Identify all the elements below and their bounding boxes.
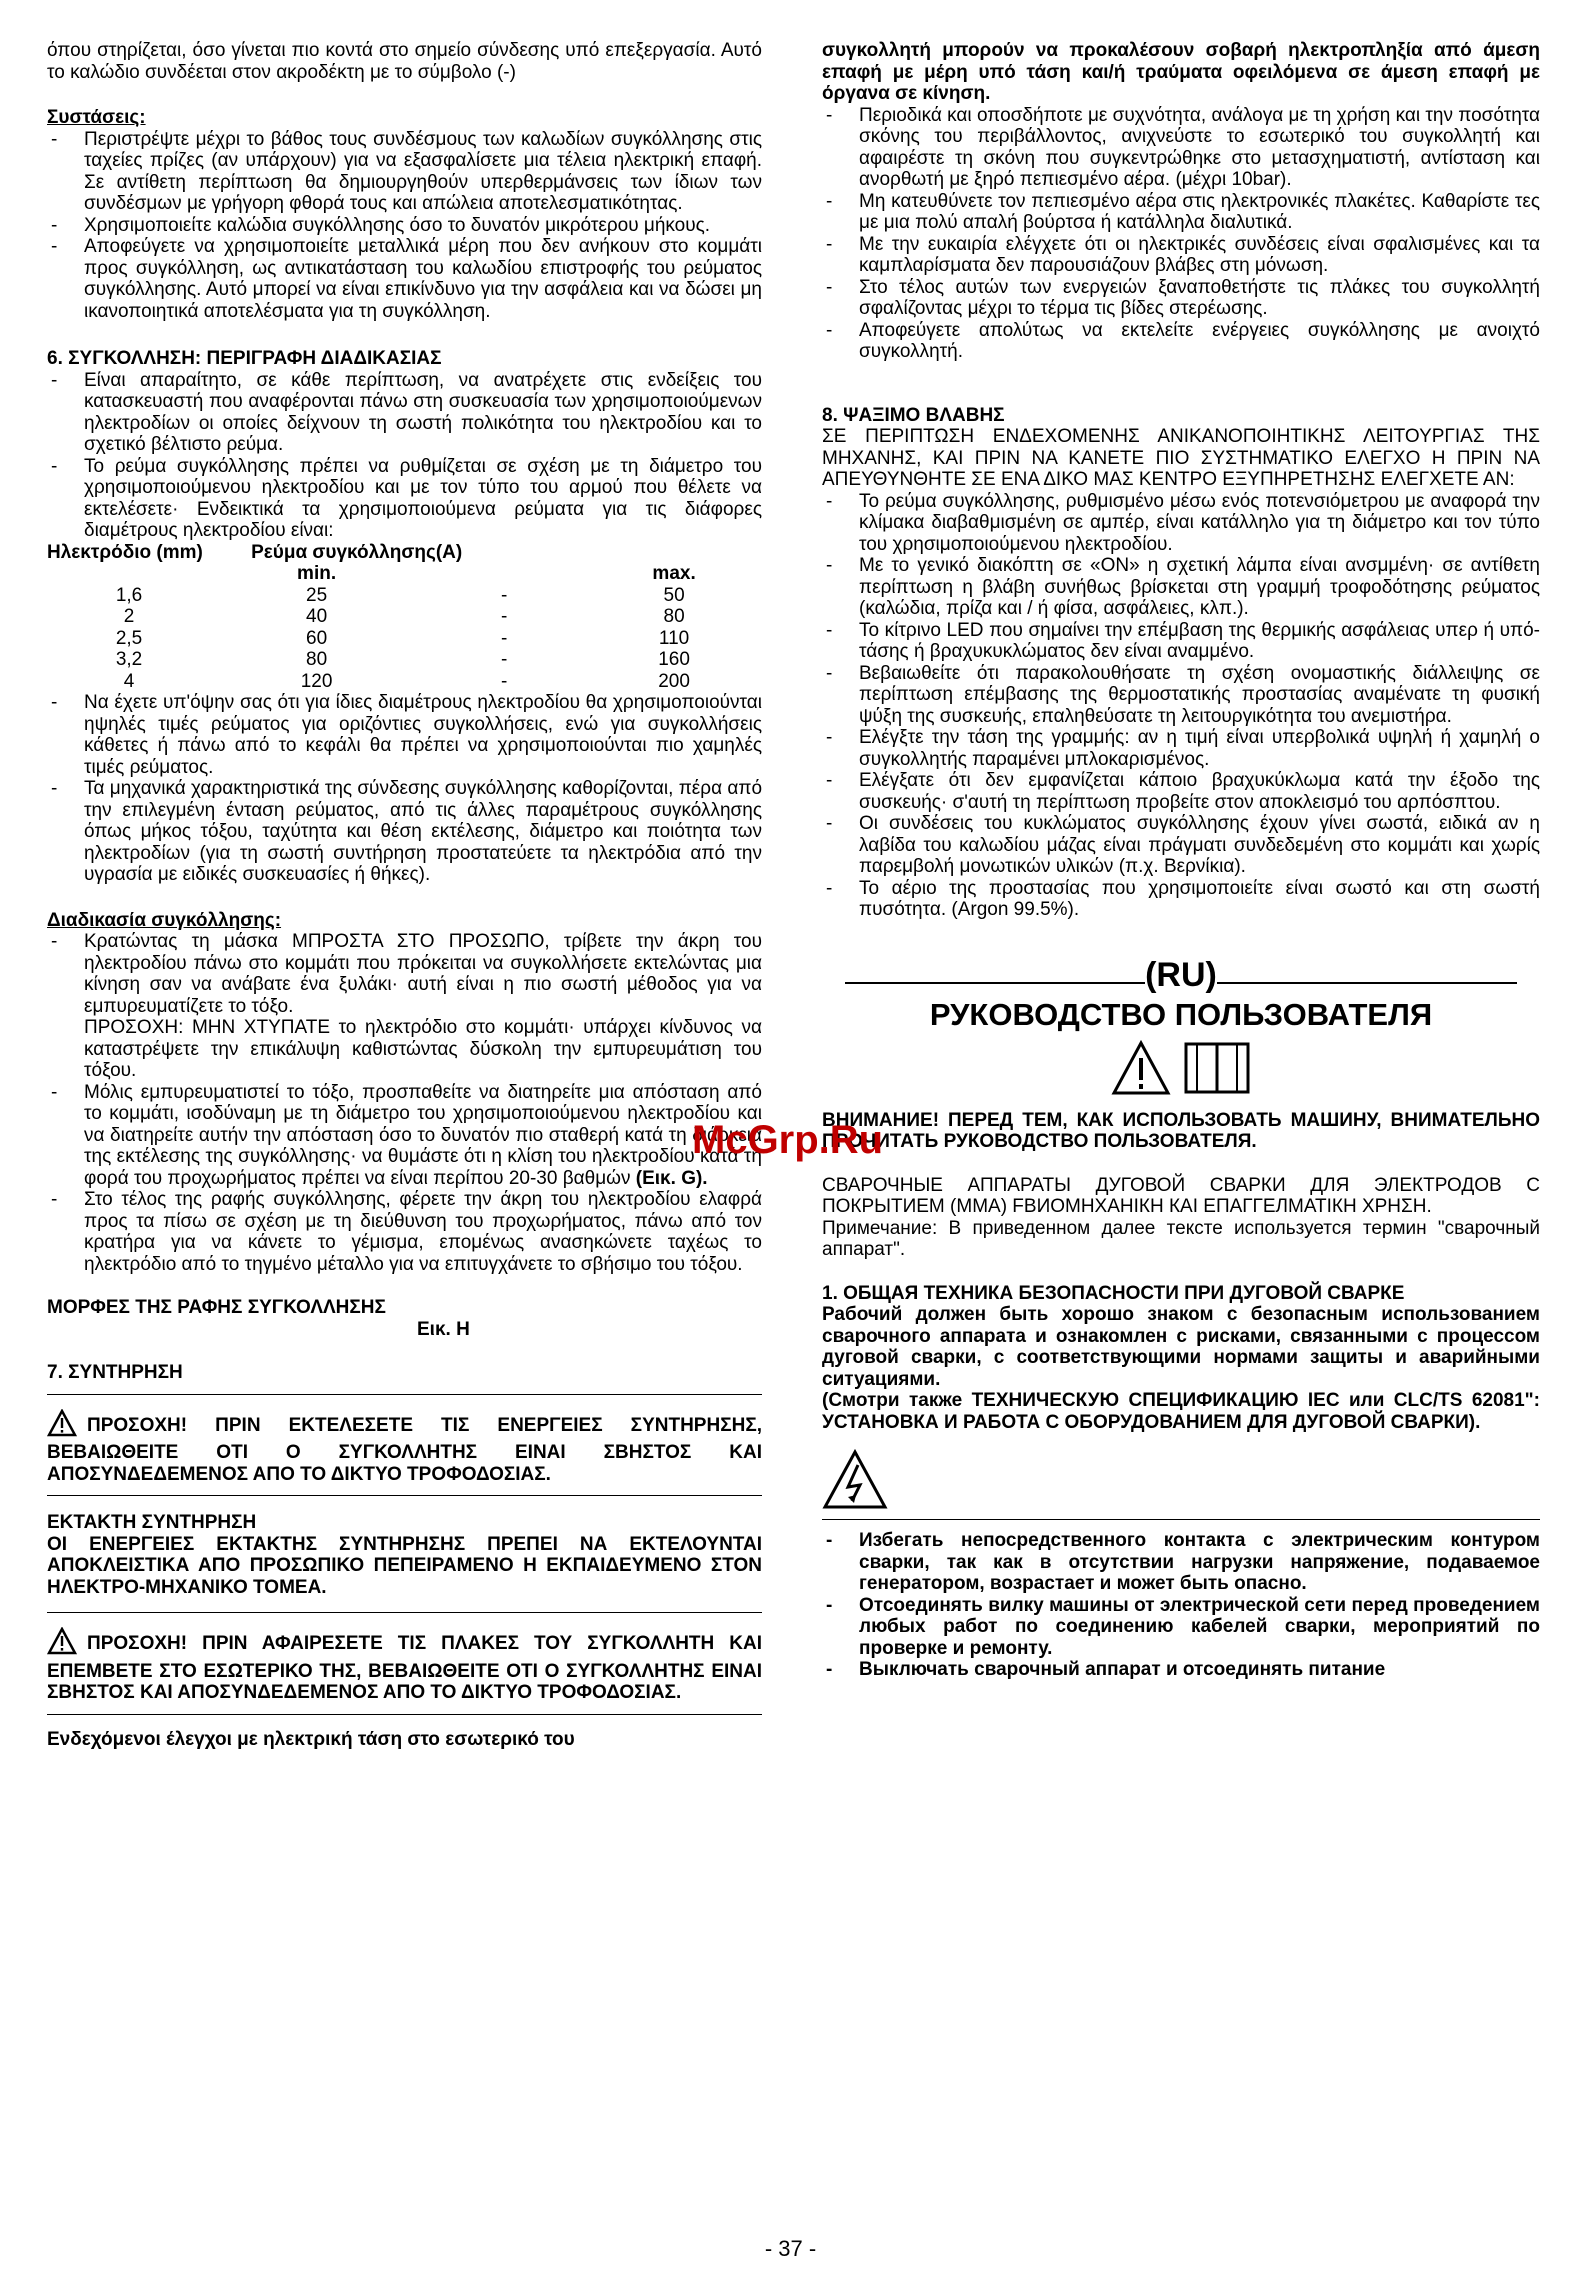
list-item: - Είναι απαραίτητο, σε κάθε περίπτωση, να ανατρέχετε στις ενδείξεις του κατασκευαστή που αναφέρονται πάνω στη συσκευασία των χρησιμοποιούμενων ηλεκτροδίων οι οποίες δείχνουν τη σωστή πολικότητα του ηλεκτροδίου και το σχετικό βέλτιστο ρεύμα. xyxy=(47,370,762,456)
icons-row xyxy=(822,1040,1540,1104)
divider xyxy=(47,1495,762,1496)
divider xyxy=(822,1519,1540,1520)
warning-icon xyxy=(47,1627,77,1661)
ru-warning: ВНИМАНИЕ! ПЕРЕД ТЕМ, КАК ИСПОЛЬЗОВАТЬ МАШИНУ, ВНИМАТЕЛЬНО ПРОЧИТАТЬ РУКОВОДСТВО ПОЛЬЗОВАТЕЛЯ. xyxy=(822,1109,1540,1152)
warning-panels: ΠΡΟΣΟΧΗ! ΠΡΙΝ ΑΦΑΙΡΕΣΕΤΕ ΤΙΣ ΠΛΑΚΕΣ ΤΟΥ ΣΥΓΚΟΛΛΗΤΗ ΚΑΙ ΕΠΕΜΒΕΤΕ ΣΤΟ ΕΣΩΤΕΡΙΚΟ ΤΗΣ, ΒΕΒΑΙΩΘΕΙΤΕ ΟΤΙ Ο ΣΥΓΚΟΛΛΗΤΗΣ ΕΙΝΑΙ ΣΒΗΣΤΟΣ ΚΑΙ ΑΠΟΣΥΝΔΕΔΕΜΕΝΟΣ ΑΠΟ ΤΟ ΔΙΚΤΥΟ ΤΡΟΦΟΔΟΣΙΑΣ. xyxy=(47,1627,762,1704)
list-item: - Отсоединять вилку машины от электрической сети перед проведением любых работ по соединению кабелей сварки, мероприятий по проверке и ремонту. xyxy=(822,1595,1540,1660)
section6-list xyxy=(47,370,762,542)
ru-section1-text: Рабочий должен быть хорошо знаком с безопасным использованием сварочного аппарата и ознакомлен с рисками, связанными с процессом дуговой сварки, с соответствующими нормами защиты и аварийными ситуациями. xyxy=(822,1304,1540,1390)
page-number: - 37 - xyxy=(764,2236,817,2261)
current-table xyxy=(47,542,762,693)
watermark: McGrp.Ru xyxy=(692,1118,884,1162)
section6-title: 6. ΣΥΓΚΟΛΛΗΣΗ: ΠΕΡΙΓΡΑΦΗ ΔΙΑΔΙΚΑΣΙΑΣ xyxy=(47,348,442,369)
intro-text: όπου στηρίζεται, όσο γίνεται πιο κοντά στο σημείο σύνδεσης υπό επεξεργασία. Αυτό το καλώδιο συνδέεται στον ακροδέκτη με το σύμβολο (-) xyxy=(47,40,762,83)
table-row: 2 40 - 80 xyxy=(123,606,685,627)
section8-title: 8. ΨΑΞΙΜΟ ΒΛΑΒΗΣ xyxy=(822,404,1005,426)
electric-shock-icon xyxy=(822,1449,1540,1519)
section7-title: 7. ΣΥΝΤΗΡΗΣΗ xyxy=(47,1362,183,1383)
list-item: - Выключать сварочный аппарат и отсоединять питание xyxy=(822,1659,1540,1681)
forms-title: ΜΟΡΦΕΣ ΤΗΣ ΡΑΦΗΣ ΣΥΓΚΟΛΛΗΣΗΣ xyxy=(47,1297,386,1318)
table-row: 4 120 - 200 xyxy=(123,670,690,692)
procedure-list xyxy=(47,931,762,1275)
list-item: - Ελέγξατε ότι δεν εμφανίζεται κάποιο βραχυκύκλωμα κατά την έξοδο της συσκευής· σ'αυτή τη περίπτωση προβείτε στον αποκλεισμό του αρπόσπτου. xyxy=(822,770,1540,813)
table-header-current: Ρεύμα συγκόλλησης(A) xyxy=(251,541,463,563)
divider xyxy=(47,1612,762,1613)
section6-list-2 xyxy=(47,692,762,886)
heading-line-right xyxy=(1217,982,1517,984)
ru-safety-list xyxy=(822,1530,1540,1681)
list-item: - Избегать непосредственного контакта с электрическим контуром сварки, так как в отсутствии нагрузки напряжение, подаваемое генератором, возрастает и может быть опасно. xyxy=(822,1530,1540,1595)
divider xyxy=(47,1394,762,1395)
manual-book-icon xyxy=(1183,1040,1251,1102)
procedure-caution: ΠΡΟΣΟΧΗ: ΜΗΝ ΧΤΥΠΑΤΕ το ηλεκτρόδιο στο κομμάτι· υπάρχει κίνδυνος να καταστρέψετε την επικάλυψη καθιστώντας δύσκολη την εμπυρευμάτιση του τόξου. xyxy=(84,1017,762,1081)
list-item: - Το ρεύμα συγκόλλησης, ρυθμισμένο μέσω ενός ποτενσιόμετρου με αναφορά την κλίμακα διαβαθμισμένη σε αμπέρ, είναι κατάλληλο για τη διάμετρο και τον τύπο του χρησιμοποιούμενου ηλεκτροδίου. xyxy=(822,491,1540,556)
right-column xyxy=(822,40,1540,1681)
warning-icon xyxy=(1111,1040,1171,1102)
extra-maintenance-title: ΕΚΤΑΚΤΗ ΣΥΝΤΗΡΗΣΗ xyxy=(47,1512,257,1533)
ru-section1-reference: (Смотри также ТЕХНИЧЕСКУЮ СПЕЦИФИКАЦИЮ IEC или CLC/TS 62081": УСТАНОВКА И РАБОТА С ОБОРУДОВАНИЕМ ДЛЯ ДУГОВОЙ СВАРКИ). xyxy=(822,1390,1540,1433)
table-header-electrode: Ηλεκτρόδιο (mm) xyxy=(47,541,203,563)
list-item: - Με την ευκαιρία ελέγχετε ότι οι ηλεκτρικές συνδέσεις είναι σφαλισμένες και τα καμπλαρίσματα δεν παρουσιάζουν βλάβες στη μόνωση. xyxy=(822,234,1540,277)
list-item: - Με το γενικό διακόπτη σε «ON» η σχετική λάμπα είναι ανσμμένη· σε αντίθετη περίπτωση η βλάβη συνήθως βρίσκεται στη γραμμή τροφοδότησης ρεύματος (καλώδια, πρίζα και / ή φίσα, ασφάλειες, κλπ.). xyxy=(822,555,1540,620)
recommendations-title: Συστάσεις: xyxy=(47,107,146,128)
ru-description: СВАРОЧНЫЕ АППАРАТЫ ДУГОВОЙ СВАРКИ ДЛЯ ЭЛЕКТРОДОВ С ПОКРЫТИЕМ (MMA) FВИОМНХАНІКН КАІ ЕПАГГЕЛМАТІКН ХРНΣН. xyxy=(822,1174,1540,1217)
list-item: - Περιοδικά και οποσδήποτε με συχνότητα, ανάλογα με τη χρήση και την ποσότητα σκόνης του περιβάλλοντος, ανιχνεύστε το εσωτερικό του συγκολλητή και αφαιρέστε τη σκόνη που συγκεντρώθηκε στο μετασχηματιστή, αντίσταση και ανορθωτή με ξηρό πεπιεσμένο αέρα. (μέχρι 10bar). xyxy=(822,105,1540,191)
list-item: - Οι συνδέσεις του κυκλώματος συγκόλλησης έχουν γίνει σωστά, ειδικά αν η λαβίδα του καλωδίου μάζας είναι πράγματι συνδεδεμένη στο κομμάτι και χωρίς παρεμβολή μονωτικών υλικών (π.χ. Βερνίκια). xyxy=(822,813,1540,878)
list-item: - Ελέγξτε την τάση της γραμμής: αν η τιμή είναι υπερβολικά υψηλή ή χαμηλή ο συγκολλητής παραμένει μπλοκαρισμένος. xyxy=(822,727,1540,770)
language-heading xyxy=(822,955,1540,994)
ru-section1-title: 1. ОБЩАЯ ТЕХНИКА БЕЗОПАСНОСТИ ПРИ ДУГОВОЙ СВАРКЕ xyxy=(822,1282,1405,1304)
table-row: 2,5 60 - 110 xyxy=(115,627,690,649)
list-item: - Αποφεύγετε απολύτως να εκτελείτε ενέργειες συγκόλλησης με ανοιχτό συγκολλητή. xyxy=(822,320,1540,363)
figure-h-ref: Εικ. H xyxy=(417,1318,470,1340)
list-item: - Στο τέλος αυτών των ενεργειών ξαναποθετήστε τις πλάκες του συγκολλητή σφαλίζοντας μέχρι το τέρμα τις βίδες στερέωσης. xyxy=(822,277,1540,320)
list-item: - Το κίτρινο LED που σημαίνει την επέμβαση της θερμικής ασφάλειας υπερ ή υπό-τάσης ή βραχυκυκλώματος δεν είναι αναμμένο. xyxy=(822,620,1540,663)
list-item: - Κρατώντας τη μάσκα ΜΠΡΟΣΤΑ ΣΤΟ ΠΡΟΣΩΠΟ, τρίβετε την άκρη του ηλεκτροδίου πάνω στο κομμάτι που πρόκειται να συγκολλήσετε εκτελώντας μια κίνηση σαν να ανάβατε ένα ξυλάκι· αυτή είναι η πιο σωστή μέθοδος για να εμπυρευματίζετε το τόξο. ΠΡΟΣΟΧΗ: ΜΗΝ ΧΤΥΠΑΤΕ το ηλεκτρόδιο στο κομμάτι· υπάρχει κίνδυνος να καταστρέψετε την επικάλυψη καθιστώντας δύσκολη την εμπυρευμάτιση του τόξου. xyxy=(47,931,762,1082)
list-item: - Αποφεύγετε να χρησιμοποιείτε μεταλλικά μέρη που δεν ανήκουν στο κομμάτι προς συγκόλληση, ως αντικατάσταση του καλωδίου επιστροφής του ρεύματος συγκόλλησης. Αυτό μπορεί να είναι επικίνδυνο για την ασφάλεια και να δώσει μη ικανοποιητικά αποτελέσματα για τη συγκόλληση. xyxy=(47,236,762,322)
manual-title: РУКОВОДСТВО ПОЛЬЗОВАТЕЛЯ xyxy=(929,997,1433,1032)
table-row: 3,2 80 - 160 xyxy=(115,649,690,670)
list-item: - Να έχετε υπ'όψην σας ότι για ίδιες διαμέτρους ηλεκτροδίου θα χρησιμοποιούνται ηψηλές τιμές ρεύματος για οριζόντιες συγκολλήσεις, ενώ για συγκολλήσεις κάθετες ή πάνω από το κεφάλι θα πρέπει να χρησιμοποιούνται πιο χαμηλές τιμές ρεύματος. xyxy=(47,692,762,778)
list-item: - Μόλις εμπυρευματιστεί το τόξο, προσπαθείτε να διατηρείτε μια απόσταση από το κομμάτι, ισοδύναμη με τη διάμετρο του χρησιμοποιούμενου ηλεκτροδίου και να διατηρείτε αυτήν την απόσταση όσο το δυνατόν πιο σταθερή κατά τη διάρκεια της εκτέλεσης της συγκόλλησης· να θυμάστε ότι η κλίση του ηλεκτροδίου κατά τη φορά του προχωρήματος πρέπει να είναι περίπου 20-30 βαθμών (Εικ. G). xyxy=(47,1082,762,1190)
list-item: - Χρησιμοποιείτε καλώδια συγκόλλησης όσο το δυνατόν μικρότερου μήκους. xyxy=(47,215,762,237)
list-item: - Το αέριο της προστασίας που χρησιμοποιείτε είναι σωστό και στη σωστή πυσότητα. (Argon 99.5%). xyxy=(822,878,1540,921)
list-item: - Μη κατευθύνετε τον πεπιεσμένο αέρα στις ηλεκτρονικές πλακέτες. Καθαρίστε τες με μια πολύ απαλή βούρτσα ή κατάλληλα διαλυτικά. xyxy=(822,191,1540,234)
figure-g-ref: (Εικ. G). xyxy=(635,1167,708,1189)
divider xyxy=(47,1714,762,1715)
maintenance-list xyxy=(822,105,1540,363)
language-code: (RU) xyxy=(1145,955,1217,994)
warning-maintenance: ΠΡΟΣΟΧΗ! ΠΡΙΝ ΕΚΤΕΛΕΣΕΤΕ ΤΙΣ ΕΝΕΡΓΕΙΕΣ ΣΥΝΤΗΡΗΣΗΣ, ΒΕΒΑΙΩΘΕΙΤΕ ΟΤΙ Ο ΣΥΓΚΟΛΛΗΤΗΣ ΕΙΝΑΙ ΣΒΗΣΤΟΣ ΚΑΙ ΑΠΟΣΥΝΔΕΔΕΜΕΝΟΣ ΑΠΟ ΤΟ ΔΙΚΤΥΟ ΤΡΟΦΟΔΟΣΙΑΣ. xyxy=(47,1409,762,1486)
list-item: - Το ρεύμα συγκόλλησης πρέπει να ρυθμίζεται σε σχέση με τη διάμετρο του χρησιμοποιούμενου ηλεκτροδίου και με τον τύπο του αρμού που θέλετε να εκτελέσετε· Ενδεικτικά τα χρησιμοποιούμενα ρεύματα για τις διάφορες διαμέτρους ηλεκτροδίου είναι: xyxy=(47,456,762,542)
procedure-title: Διαδικασία συγκόλλησης: xyxy=(47,909,282,931)
heading-line-left xyxy=(845,982,1145,984)
list-item: - Περιστρέψτε μέχρι το βάθος τους συνδέσμους των καλωδίων συγκόλλησης στις ταχείες πρίζες (αν υπάρχουν) για να εξασφαλίσετε μια τέλεια ηλεκτρική επαφή. Σε αντίθετη περίπτωση θα δημιουργηθούν υπερθερμάνσεις των ίδιων των συνδέσμων με γρήγορη φθορά τους και απώλεια αποτελεσματικότητας. xyxy=(47,129,762,215)
section8-intro: ΣΕ ΠΕΡΙΠΤΩΣΗ ΕΝΔΕΧΟΜΕΝΗΣ ΑΝΙΚΑΝΟΠΟΙΗΤΙΚΗΣ ΛΕΙΤΟΥΡΓΙΑΣ ΤΗΣ ΜΗΧΑΝΗΣ, ΚΑΙ ΠΡΙΝ ΝΑ ΚΑΝΕΤΕ ΠΙΟ ΣΥΣΤΗΜΑΤΙΚΟ ΕΛΕΓΧΟ Η ΠΡΙΝ ΝΑ ΑΠΕΥΘΥΝΘΗΤΕ ΣΕ ΕΝΑ ΔΙΚΟ ΜΑΣ ΚΕΝΤΡΟ ΕΞΥΠΗΡΕΤΗΣΗΣ ΕΛΕΓΧΕΤΕ ΑΝ: xyxy=(822,426,1540,490)
warning-icon xyxy=(47,1409,77,1443)
table-header-min: min. xyxy=(297,563,337,584)
top-warning-text: συγκολλητή μπορούν να προκαλέσουν σοβαρή ηλεκτροπληξία από άμεση επαφή με μέρη υπό τάση και/ή τραύματα οφειλόμενα σε άμεση επαφή με όργανα σε κίνηση. xyxy=(822,40,1540,104)
bottom-text: Ενδεχόμενοι έλεγχοι με ηλεκτρική τάση στο εσωτερικό του xyxy=(47,1728,575,1750)
troubleshooting-list xyxy=(822,491,1540,921)
list-item: - Τα μηχανικά χαρακτηριστικά της σύνδεσης συγκόλλησης καθορίζονται, πέρα από την επιλεγμένη ένταση ρεύματος, από τις άλλες παραμέτρους συγκόλλησης όπως μήκος τόξου, ταχύτητα και θέση εκτέλεσης, διάμετρο και ποιότητα των ηλεκτροδίων (για τη σωστή συντήρηση προστατεύετε τα ηλεκτρόδια από την υγρασία με ειδικές συσκευασίες ή θήκες). xyxy=(47,778,762,886)
list-item: - Στο τέλος της ραφής συγκόλλησης, φέρετε την άκρη του ηλεκτροδίου ελαφρά προς τα πίσω σε σχέση με τη διεύθυνση του προχωρήματος, πάνω από τον κρατήρα για να κάνετε το γέμισμα, επομένως ανασηκώνετε ταχέως το ηλεκτρόδιο από το τηγμένο μέταλλο για να επιτυγχάνετε το σβήσιμο του τόξου. xyxy=(47,1189,762,1275)
left-column xyxy=(47,40,762,1750)
table-header-max: max. xyxy=(652,563,696,584)
extra-maintenance-text: ΟΙ ΕΝΕΡΓΕΙΕΣ ΕΚΤΑΚΤΗΣ ΣΥΝΤΗΡΗΣΗΣ ΠΡΕΠΕΙ ΝΑ ΕΚΤΕΛΟΥΝΤΑΙ ΑΠΟΚΛΕΙΣΤΙΚΑ ΑΠΟ ΠΡΟΣΩΠΙΚΟ ΠΕΠΕΙΡΑΜΕΝΟ Η ΕΚΠΑΙΔΕΥΜΕΝΟ ΣΤΟΝ ΗΛΕΚΤΡΟ-ΜΗΧΑΝΙΚΟ ΤΟΜΕΑ. xyxy=(47,1533,762,1598)
table-row: 1,6 25 - 50 xyxy=(115,584,685,606)
ru-note: Примечание: В приведенном далее тексте используется термин "сварочный аппарат". xyxy=(822,1217,1540,1260)
list-item: - Βεβαιωθείτε ότι παρακολουθήσατε τη σχέση ονομαστικής διάλλειψης σε περίπτωση επέμβασης της θερμοστατικής προστασίας αναμένατε τη φυσική ψύξη της συσκευής, επαληθεύσατε τη λειτουργικότητα του ανεμιστήρα. xyxy=(822,663,1540,728)
recommendations-list xyxy=(47,129,762,323)
